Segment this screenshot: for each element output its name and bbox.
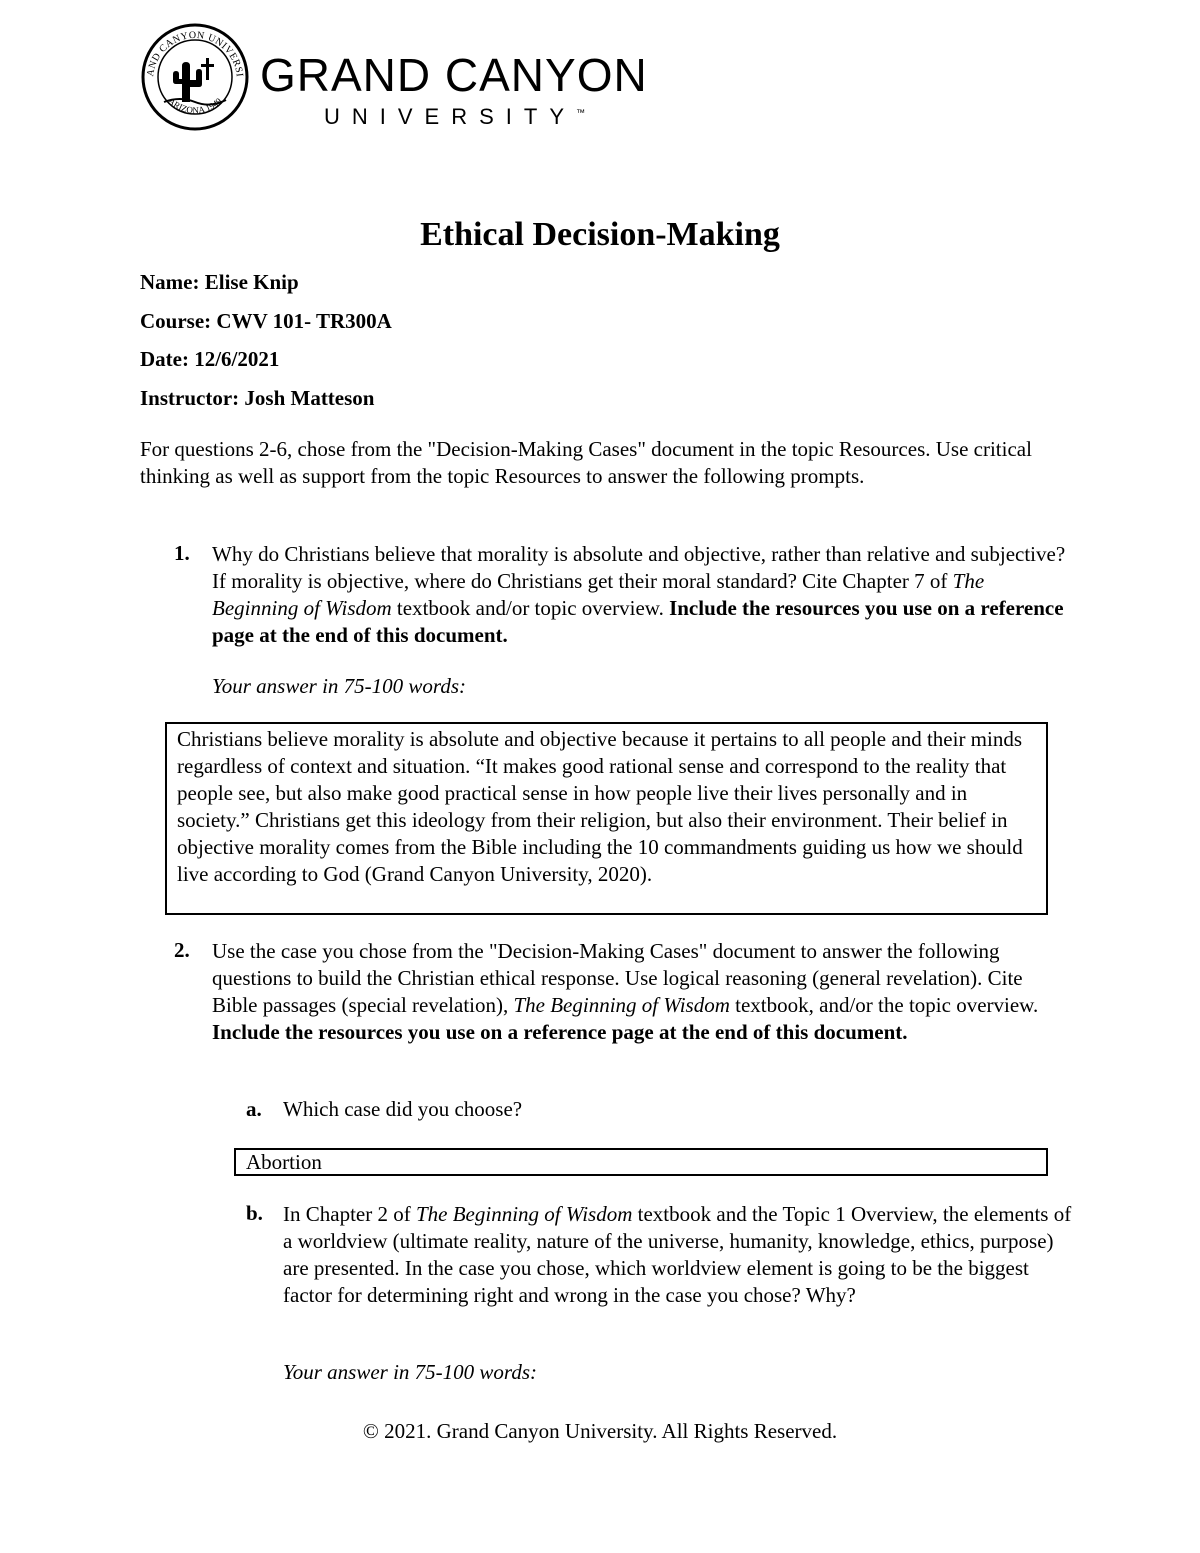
copyright-footer: © 2021. Grand Canyon University. All Rights Reserved. [362, 1419, 838, 1443]
university-seal-logo [140, 22, 250, 132]
question-1-text-part1: Why do Christians believe that morality is absolute and objective, rather than relative and subjective? If morality is objective, where do Christians get their moral standard? Cite Chapter 7 of [212, 542, 1066, 593]
seal-top-text: AND CANYON UNIVERSI [145, 29, 245, 78]
question-2-number: 2. [174, 938, 190, 962]
question-2b-book-title: The Beginning of Wisdom [415, 1202, 633, 1226]
trademark-symbol: ™ [576, 107, 586, 118]
question-2-text [212, 938, 1072, 1046]
wordmark-line1: GRAND CANYON [260, 49, 648, 101]
question-2b-prompt: Your answer in 75-100 words: [283, 1360, 537, 1384]
wordmark-line2 [324, 104, 648, 130]
question-2a-answer-box[interactable]: Abortion [234, 1148, 1048, 1176]
student-name: Name: Elise Knip [140, 270, 299, 294]
university-wordmark [260, 49, 648, 130]
question-1-text-part2: textbook and/or topic overview. [391, 596, 670, 620]
instructions-paragraph: For questions 2-6, chose from the "Decision-Making Cases" document in the topic Resources. Use critical thinking as well as support from the topic Resources to answer the following prompts. [140, 437, 1032, 488]
question-2-reference-note: Include the resources you use on a reference page at the end of this document. [212, 1020, 908, 1044]
document-title: Ethical Decision-Making [420, 216, 780, 253]
question-2b-letter: b. [246, 1201, 263, 1225]
question-2-text-part1: Use the case you chose from the "Decision-Making Cases" document to answer the following questions to build the Christian ethical response. Use logical reasoning (general revelation). Cite Bible passages (special revelation), [212, 939, 1023, 1017]
question-2-book-title: The Beginning of Wisdom [513, 993, 730, 1017]
question-1-answer-box[interactable]: Christians believe morality is absolute and objective because it pertains to all people and their minds regardless of context and situation. “It makes good rational sense and correspond to the reality that people see, but also make good practical sense in how people live their lives personally and in society.” Christians get this ideology from their religion, but also their environment. Their belief in objective morality comes from the Bible including the 10 commandments guiding us how we should live according to God (Grand Canyon University, 2020). [165, 722, 1048, 915]
svg-text:GRAND CANYON UNIVERSITY [140, 22, 245, 78]
seal-bottom-text: ARIZONA 1949 [166, 95, 224, 116]
date-info: Date: 12/6/2021 [140, 347, 280, 371]
wordmark-university: UNIVERSITY [324, 104, 577, 129]
course-info: Course: CWV 101- TR300A [140, 309, 392, 333]
question-1-prompt: Your answer in 75-100 words: [212, 674, 466, 698]
question-1-number: 1. [174, 541, 190, 565]
instructor-info: Instructor: Josh Matteson [140, 386, 375, 410]
question-2b-text-part2: textbook and the Topic 1 Overview, the elements of a worldview (ultimate reality, nature of the universe, humanity, knowledge, ethics, purpose) are presented. In the case you chose, which worldview element is going to be the biggest factor for determining right and wrong in the case you chose? Why? [283, 1202, 1072, 1307]
question-2b-text [283, 1201, 1073, 1309]
question-2b-text-part1: In Chapter 2 of [283, 1202, 416, 1226]
question-2a-text: Which case did you choose? [283, 1097, 523, 1121]
question-2-text-part2: textbook, and/or the topic overview. [729, 993, 1039, 1017]
question-2a-letter: a. [246, 1097, 262, 1121]
question-1-text [212, 541, 1072, 649]
question-1-book-title: The Beginning of Wisdom [212, 569, 985, 620]
question-1-reference-note: Include the resources you use on a reference page at the end of this document. [212, 596, 1064, 647]
